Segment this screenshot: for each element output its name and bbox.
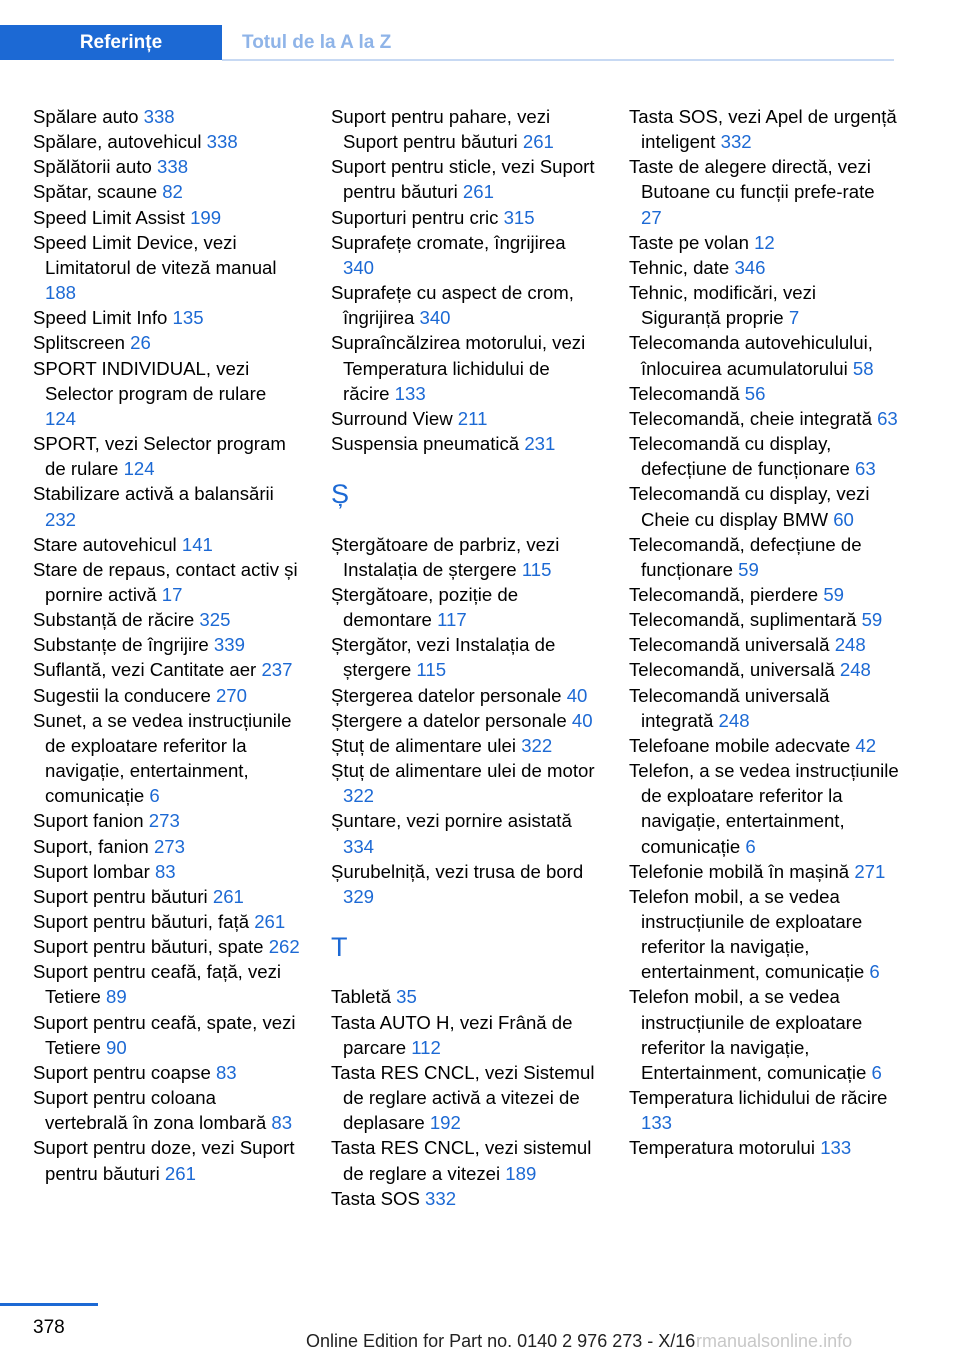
- entry-text: Tehnic, modificări, vezi Siguranță proprie: [629, 282, 817, 329]
- entry-text: Spălare, autovehicul: [33, 131, 202, 153]
- page-link[interactable]: 35: [396, 986, 417, 1008]
- index-entry: [331, 406, 599, 431]
- page-link[interactable]: 83: [154, 860, 176, 882]
- entry-text: Ștuț de alimentare ulei: [331, 734, 517, 756]
- entry-text: Suporturi pentru cric: [331, 206, 499, 228]
- entry-text: Substanțe de îngrijire: [33, 634, 209, 656]
- entry-text: Tasta SOS, vezi Apel de urgență inteligent: [629, 106, 897, 153]
- page-link[interactable]: 270: [215, 684, 247, 706]
- header-tabs: [0, 25, 391, 60]
- entry-text: Telefoane mobile adecvate: [629, 734, 851, 756]
- entry-text: Stare de repaus, contact activ și pornire activă: [33, 558, 298, 605]
- index-entry: [33, 683, 301, 708]
- page-link[interactable]: 322: [343, 785, 375, 807]
- page-link[interactable]: 135: [172, 307, 204, 329]
- entry-text: Telecomandă: [629, 382, 740, 404]
- header-rule: [222, 59, 894, 61]
- index-entry: [331, 330, 599, 405]
- entry-text: Suprafețe cu aspect de crom, îngrijirea: [331, 282, 574, 329]
- page-link[interactable]: 340: [419, 307, 451, 329]
- entry-text: Sunet, a se vedea instrucțiunile de exploatare referitor la navigație, entertainment, comunicație: [33, 709, 292, 807]
- entry-text: Suport, fanion: [33, 835, 149, 857]
- entry-text: Telecomanda autovehiculului, înlocuirea acumulatorului: [629, 332, 873, 379]
- entry-text: Ștergerea datelor personale: [331, 684, 562, 706]
- watermark: rmanualsonline.info: [696, 1331, 853, 1351]
- index-entry: [331, 154, 599, 204]
- page-link[interactable]: 60: [833, 508, 854, 530]
- entry-text: Suport pentru ceafă, față, vezi Tetiere: [33, 961, 282, 1008]
- entry-text: Splitscreen: [33, 332, 125, 354]
- footer-rule: [0, 1303, 98, 1306]
- index-entry: [331, 808, 599, 858]
- section-letter-wrap: [331, 456, 599, 531]
- index-column-1: [33, 104, 301, 1186]
- page-link[interactable]: 115: [416, 659, 447, 681]
- entry-text: Spătar, scaune: [33, 181, 158, 203]
- page-link[interactable]: 261: [254, 911, 286, 932]
- entry-text: Speed Limit Info: [33, 307, 168, 329]
- index-entry: [629, 683, 899, 733]
- entry-text: Spălătorii auto: [33, 156, 152, 178]
- entry-text: Telecomandă, defecțiune de funcționare: [629, 533, 862, 580]
- page-link[interactable]: 334: [343, 835, 375, 857]
- index-entry: [33, 230, 301, 305]
- entry-text: Temperatura lichidului de răcire: [629, 1087, 888, 1109]
- entry-text: Telecomandă, pierdere: [629, 583, 819, 605]
- entry-text: Telecomandă, universală: [629, 659, 835, 681]
- entry-text: Suport pentru sticle, vezi Suport pentru băuturi: [331, 156, 595, 203]
- page-link[interactable]: 340: [343, 256, 375, 278]
- index-entry: [629, 280, 899, 330]
- index-entry: [33, 909, 301, 934]
- page-link[interactable]: 261: [522, 131, 554, 153]
- page-link[interactable]: 322: [521, 734, 553, 756]
- entry-text: Telecomandă universală integrată: [629, 684, 830, 731]
- index-entry: [331, 984, 599, 1009]
- entry-text: Suport pentru doze, vezi Suport pentru băuturi: [33, 1137, 295, 1184]
- page-link[interactable]: 82: [162, 181, 183, 203]
- page-link[interactable]: 59: [861, 609, 883, 631]
- page-link[interactable]: 6: [745, 835, 756, 857]
- page-link[interactable]: 332: [425, 1187, 457, 1209]
- entry-text: Substanță de răcire: [33, 609, 195, 631]
- page-link[interactable]: 42: [855, 734, 877, 756]
- section-letter-wrap: [331, 909, 599, 984]
- entry-text: Suprafețe cromate, îngrijirea: [331, 231, 566, 253]
- index-entry: [33, 959, 301, 1009]
- entry-text: Ștergere a datelor personale: [331, 709, 567, 731]
- index-entry: [33, 1010, 301, 1060]
- entry-text: Suport pentru băuturi: [33, 885, 208, 907]
- page-link[interactable]: 232: [45, 508, 77, 530]
- page-link[interactable]: 338: [157, 156, 189, 178]
- entry-text: Stare autovehicul: [33, 533, 177, 555]
- index-entry: [629, 154, 899, 229]
- index-entry: [331, 683, 599, 708]
- page-link[interactable]: 112: [411, 1036, 441, 1058]
- index-entry: [331, 859, 599, 909]
- index-entry: [629, 381, 899, 406]
- page-link[interactable]: 12: [754, 231, 775, 253]
- entry-text: Stabilizare activă a balansării: [33, 483, 274, 505]
- entry-text: Taste pe volan: [629, 231, 749, 253]
- page-link[interactable]: 90: [105, 1036, 127, 1058]
- entry-text: Telecomandă universală: [629, 634, 830, 656]
- page-link[interactable]: 339: [213, 634, 245, 656]
- page-link[interactable]: 58: [852, 357, 874, 379]
- index-entry: [629, 607, 899, 632]
- index-entry: [331, 205, 599, 230]
- page-link[interactable]: 192: [429, 1112, 461, 1134]
- index-entry: [629, 733, 899, 758]
- index-entry: [33, 330, 301, 355]
- entry-text: Tasta AUTO H, vezi Frână de parcare: [331, 1011, 573, 1058]
- page-link[interactable]: 141: [181, 533, 213, 555]
- page-link[interactable]: 346: [734, 256, 766, 278]
- page-link[interactable]: 133: [820, 1137, 852, 1159]
- page-link[interactable]: 261: [462, 181, 494, 203]
- index-entry: [629, 984, 899, 1085]
- entry-text: Șuntare, vezi pornire asistată: [331, 810, 572, 832]
- tab-referinte[interactable]: [0, 25, 222, 60]
- index-entry: [629, 104, 899, 154]
- entry-text: Speed Limit Device, vezi Limitatorul de viteză manual: [33, 231, 277, 278]
- page-link[interactable]: 83: [271, 1112, 293, 1134]
- entry-text: Telefon, a se vedea instrucțiunile de exploatare referitor la navigație, entertainment, comunicație: [629, 760, 899, 857]
- page-link[interactable]: 248: [718, 709, 750, 731]
- index-entry: [33, 205, 301, 230]
- entry-text: Suport pentru coloana vertebrală în zona lombară: [33, 1087, 267, 1134]
- page-link[interactable]: 83: [215, 1061, 237, 1083]
- page-link[interactable]: 26: [130, 332, 151, 354]
- index-entry: [331, 104, 599, 154]
- entry-text: SPORT, vezi Selector program de rulare: [33, 433, 286, 480]
- tab-referinte-label: Referințe: [79, 31, 163, 53]
- index-entry: [629, 632, 899, 657]
- tab-totul-de-la-a-la-z[interactable]: [222, 25, 391, 60]
- page-link[interactable]: 271: [854, 860, 886, 882]
- page-link[interactable]: 199: [190, 206, 222, 228]
- index-entry: [33, 179, 301, 204]
- page-link[interactable]: 237: [261, 659, 293, 681]
- page-link[interactable]: 89: [105, 986, 127, 1008]
- index-entry: [629, 481, 899, 531]
- page-link[interactable]: 248: [839, 659, 871, 681]
- entry-text: Surround View: [331, 407, 453, 429]
- index-entry: [331, 733, 599, 758]
- index-entry: [331, 582, 599, 632]
- page-link[interactable]: 27: [641, 206, 662, 228]
- entry-text: Telecomandă, cheie integrată: [629, 407, 872, 429]
- page-link[interactable]: 273: [148, 810, 180, 832]
- entry-text: Suport pentru ceafă, spate, vezi Tetiere: [33, 1011, 296, 1058]
- page-link[interactable]: 188: [45, 282, 77, 304]
- index-entry: [33, 708, 301, 809]
- index-entry: [33, 859, 301, 884]
- index-entry: [629, 255, 899, 280]
- entry-text: Telefon mobil, a se vedea instrucțiunile de exploatare referitor la navigație, Entertainment, comunicație: [629, 986, 867, 1083]
- entry-text: Ștergătoare, poziție de demontare: [331, 583, 519, 631]
- page-link[interactable]: 6: [871, 1061, 882, 1083]
- page-link[interactable]: 7: [788, 307, 800, 329]
- index-entry: [331, 1186, 599, 1211]
- index-entry: [33, 305, 301, 330]
- index-entry: [331, 632, 599, 682]
- tab-totul-label: Totul de la A la Z: [242, 31, 392, 53]
- index-column-3: [629, 104, 899, 1161]
- entry-text: Suflantă, vezi Cantitate aer: [33, 659, 257, 681]
- page-link[interactable]: 332: [720, 131, 752, 153]
- entry-text: Suport fanion: [33, 810, 144, 832]
- section-letter: Ș: [331, 478, 350, 509]
- index-entry: [33, 934, 301, 959]
- index-entry: [629, 758, 899, 859]
- index-entry: [629, 532, 899, 582]
- entry-text: Tasta RES CNCL, vezi sistemul de reglare a vitezei: [331, 1137, 592, 1184]
- index-entry: [629, 406, 899, 431]
- page-link[interactable]: 261: [212, 885, 244, 907]
- index-entry: [629, 1135, 899, 1160]
- entry-text: Telefon mobil, a se vedea instrucțiunile de exploatare referitor la navigație, entertainment, comunicație: [629, 885, 865, 983]
- page-link[interactable]: 40: [566, 684, 588, 706]
- page-link[interactable]: 17: [161, 583, 183, 605]
- page-link[interactable]: 6: [869, 961, 880, 983]
- entry-text: Suspensia pneumatică: [331, 433, 520, 455]
- entry-text: Suport pentru băuturi, față: [33, 911, 250, 932]
- index-column-2: [331, 104, 599, 1211]
- entry-text: Tasta SOS: [331, 1187, 420, 1209]
- page-link[interactable]: 261: [164, 1162, 196, 1184]
- index-entry: [629, 1085, 899, 1135]
- index-entry: [33, 532, 301, 557]
- page-link[interactable]: 59: [823, 583, 845, 605]
- page-link[interactable]: 40: [571, 709, 593, 731]
- entry-text: Telecomandă cu display, vezi Cheie cu display BMW: [629, 483, 870, 530]
- index-entry: [33, 104, 301, 129]
- page-link[interactable]: 338: [143, 106, 175, 127]
- index-entry: [33, 834, 301, 859]
- entry-text: Ștuț de alimentare ulei de motor: [331, 760, 595, 782]
- entry-text: Telecomandă, suplimentară: [629, 609, 857, 631]
- index-entry: [33, 154, 301, 179]
- page-number: 378: [33, 1317, 65, 1338]
- page-link[interactable]: 189: [505, 1162, 537, 1184]
- index-entry: [331, 758, 599, 808]
- index-entry: [331, 532, 599, 582]
- page-link[interactable]: 248: [834, 634, 866, 656]
- index-entry: [33, 129, 301, 154]
- index-entry: [33, 607, 301, 632]
- entry-text: Telefonie mobilă în mașină: [629, 860, 850, 882]
- index-entry: [629, 884, 899, 985]
- page-link[interactable]: 63: [855, 458, 876, 480]
- page-link[interactable]: 63: [877, 407, 898, 429]
- index-entry: [331, 1010, 599, 1060]
- index-entry: [331, 708, 599, 733]
- entry-text: Supraîncălzirea motorului, vezi Temperatura lichidului de răcire: [331, 332, 586, 404]
- index-entry: [33, 632, 301, 657]
- page-link[interactable]: 133: [394, 382, 426, 404]
- entry-text: Tasta RES CNCL, vezi Sistemul de reglare activă a vitezei de deplasare: [331, 1061, 595, 1134]
- edition-note: Online Edition for Part no. 0140 2 976 273 - X/16: [306, 1331, 696, 1351]
- page-link[interactable]: 315: [503, 206, 535, 228]
- index-entry: [629, 859, 899, 884]
- page-link[interactable]: 231: [524, 433, 556, 455]
- entry-text: Suport pentru coapse: [33, 1061, 211, 1083]
- page-link[interactable]: 211: [457, 407, 488, 429]
- page-link[interactable]: 262: [268, 936, 300, 958]
- page-link[interactable]: 6: [149, 785, 160, 807]
- entry-text: Șurubelniță, vezi trusa de bord: [331, 860, 584, 882]
- index-entry: [33, 431, 301, 481]
- entry-text: Suport lombar: [33, 860, 150, 882]
- index-entry: [33, 808, 301, 833]
- index-entry: [33, 884, 301, 909]
- index-entry: [33, 1085, 301, 1135]
- index-entry: [331, 1135, 599, 1185]
- index-entry: [629, 582, 899, 607]
- page-link[interactable]: 117: [437, 609, 467, 631]
- entry-text: Tehnic, date: [629, 256, 730, 278]
- entry-text: Speed Limit Assist: [33, 206, 185, 228]
- entry-text: Spălare auto: [33, 106, 139, 127]
- index-entry: [629, 657, 899, 682]
- page-link[interactable]: 329: [343, 885, 375, 907]
- index-entry: [629, 431, 899, 481]
- page-link[interactable]: 325: [199, 609, 231, 631]
- page-link[interactable]: 115: [521, 558, 552, 580]
- index-entry: [33, 1135, 301, 1185]
- entry-text: Telecomandă cu display, defecțiune de funcționare: [629, 433, 850, 480]
- entry-text: Sugestii la conducere: [33, 684, 211, 706]
- index-entry: [331, 1060, 599, 1135]
- index-entry: [33, 1060, 301, 1085]
- entry-text: Suport pentru pahare, vezi Suport pentru băuturi: [331, 106, 551, 153]
- index-entry: [331, 280, 599, 330]
- index-entry: [33, 657, 301, 682]
- entry-text: SPORT INDIVIDUAL, vezi Selector program de rulare: [33, 357, 267, 404]
- page-link[interactable]: 56: [744, 382, 766, 404]
- entry-text: Suport pentru băuturi, spate: [33, 936, 264, 958]
- index-entry: [331, 431, 599, 456]
- entry-text: Taste de alegere directă, vezi Butoane cu funcții prefe-rate: [629, 156, 875, 203]
- index-entry: [331, 230, 599, 280]
- index-entry: [33, 557, 301, 607]
- page-link[interactable]: 133: [641, 1112, 673, 1134]
- page-link[interactable]: 59: [738, 558, 759, 580]
- page-link[interactable]: 338: [206, 131, 238, 153]
- index-entry: [33, 481, 301, 531]
- entry-text: Ștergătoare de parbriz, vezi Instalația de ștergere: [331, 533, 560, 580]
- index-entry: [629, 230, 899, 255]
- entry-text: Temperatura motorului: [629, 1137, 816, 1159]
- section-letter: T: [331, 931, 348, 962]
- index-entry: [629, 330, 899, 380]
- page-link[interactable]: 124: [45, 407, 77, 429]
- page-link[interactable]: 273: [153, 835, 185, 857]
- page-link[interactable]: 124: [123, 458, 155, 480]
- entry-text: Tabletă: [331, 986, 391, 1008]
- index-entry: [33, 356, 301, 431]
- entry-text: Ștergător, vezi Instalația de ștergere: [331, 634, 556, 681]
